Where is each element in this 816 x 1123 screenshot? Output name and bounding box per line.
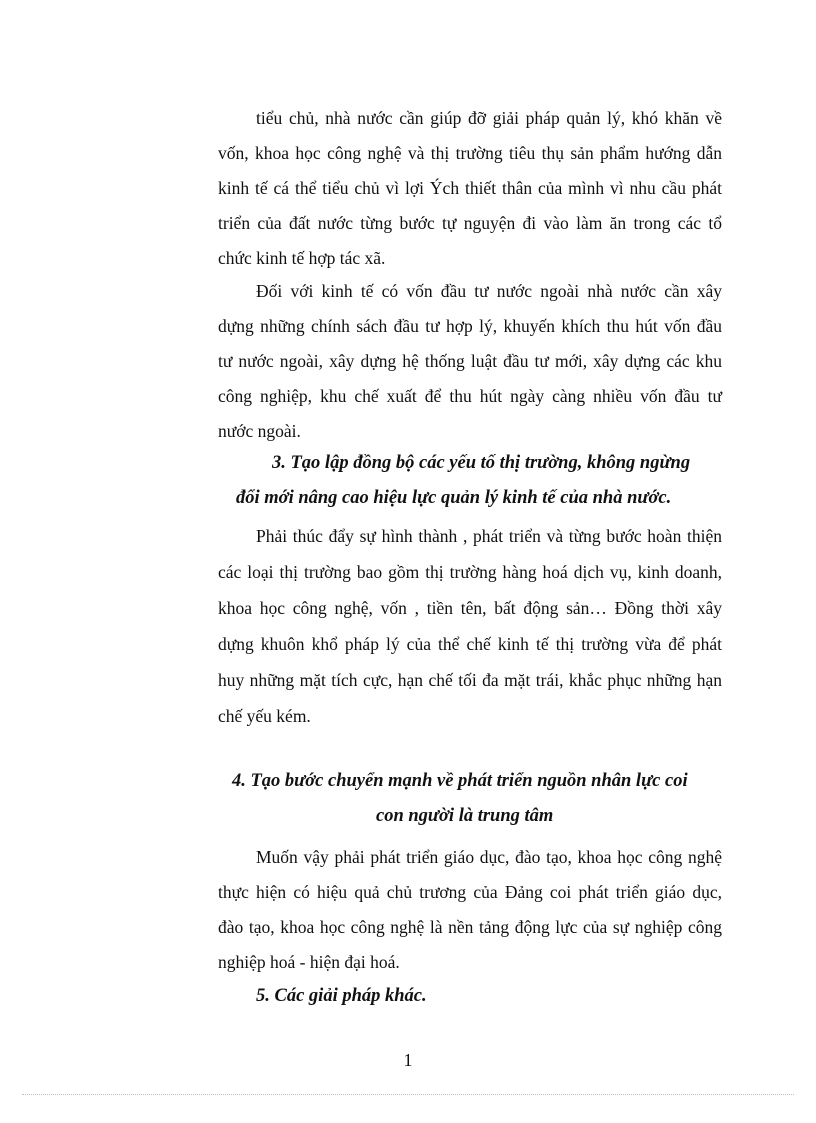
page-number: 1 — [403, 1050, 413, 1070]
paragraph-line: Đối với kinh tế có vốn đầu tư nước ngoài nhà nước cần xây — [256, 281, 722, 301]
paragraph-line: chế yếu kém. — [218, 706, 311, 726]
section-heading-4-line-1: 4. Tạo bước chuyển mạnh về phát triển nguồn nhân lực coi — [232, 771, 688, 791]
paragraph-line: tư nước ngoài, xây dựng hệ thống luật đầu tư mới, xây dựng các khu — [218, 351, 722, 371]
paragraph-4 — [218, 846, 722, 974]
paragraph-line: triển của đất nước từng bước tự nguyện đi vào làm ăn trong các tổ — [218, 213, 722, 233]
paragraph-2 — [218, 280, 722, 443]
section-heading-5: 5. Các giải pháp khác. — [256, 986, 427, 1006]
section-heading-3-line-1: 3. Tạo lập đồng bộ các yếu tố thị trường, không ngừng — [272, 453, 691, 473]
paragraph-line: kinh tế cá thể tiểu chủ vì lợi Ých thiết thân của mình vì nhu cầu phát — [218, 178, 722, 198]
paragraph-line: vốn, khoa học công nghệ và thị trường tiêu thụ sản phẩm hướng dẫn — [218, 143, 722, 163]
paragraph-line: chức kinh tế hợp tác xã. — [218, 248, 386, 268]
section-heading-4-line-2: con người là trung tâm — [376, 806, 554, 826]
paragraph-line: nước ngoài. — [218, 421, 301, 441]
paragraph-line: dựng những chính sách đầu tư hợp lý, khuyến khích thu hút vốn đầu — [218, 316, 722, 336]
paragraph-line: Muốn vậy phải phát triển giáo dục, đào tạo, khoa học công nghệ — [256, 847, 722, 867]
paragraph-line: đào tạo, khoa học công nghệ là nền tảng động lực của sự nghiệp công — [218, 917, 722, 937]
paragraph-line: khoa học công nghệ, vốn , tiền tên, bất động sản… Đồng thời xây — [218, 598, 722, 618]
paragraph-line: dựng khuôn khổ pháp lý của thể chế kinh tế thị trường vừa để phát — [218, 634, 722, 654]
paragraph-line: huy những mặt tích cực, hạn chế tối đa mặt trái, khắc phục những hạn — [218, 670, 722, 690]
paragraph-line: tiểu chủ, nhà nước cần giúp đỡ giải pháp quản lý, khó khăn về — [256, 108, 722, 128]
paragraph-1 — [218, 107, 722, 270]
paragraph-line: nghiệp hoá - hiện đại hoá. — [218, 952, 400, 972]
paragraph-line: thực hiện có hiệu quả chủ trương của Đảng coi phát triển giáo dục, — [218, 882, 722, 902]
paragraph-3 — [218, 525, 722, 728]
paragraph-line: các loại thị trường bao gồm thị trường hàng hoá dịch vụ, kinh doanh, — [218, 562, 722, 582]
footer-divider — [22, 1094, 794, 1095]
paragraph-line: Phải thúc đẩy sự hình thành , phát triển và từng bước hoàn thiện — [256, 526, 722, 546]
section-heading-3-line-2: đổi mới nâng cao hiệu lực quản lý kinh tế của nhà nước. — [236, 488, 672, 508]
paragraph-line: công nghiệp, khu chế xuất để thu hút ngày càng nhiều vốn đầu tư — [218, 386, 722, 406]
